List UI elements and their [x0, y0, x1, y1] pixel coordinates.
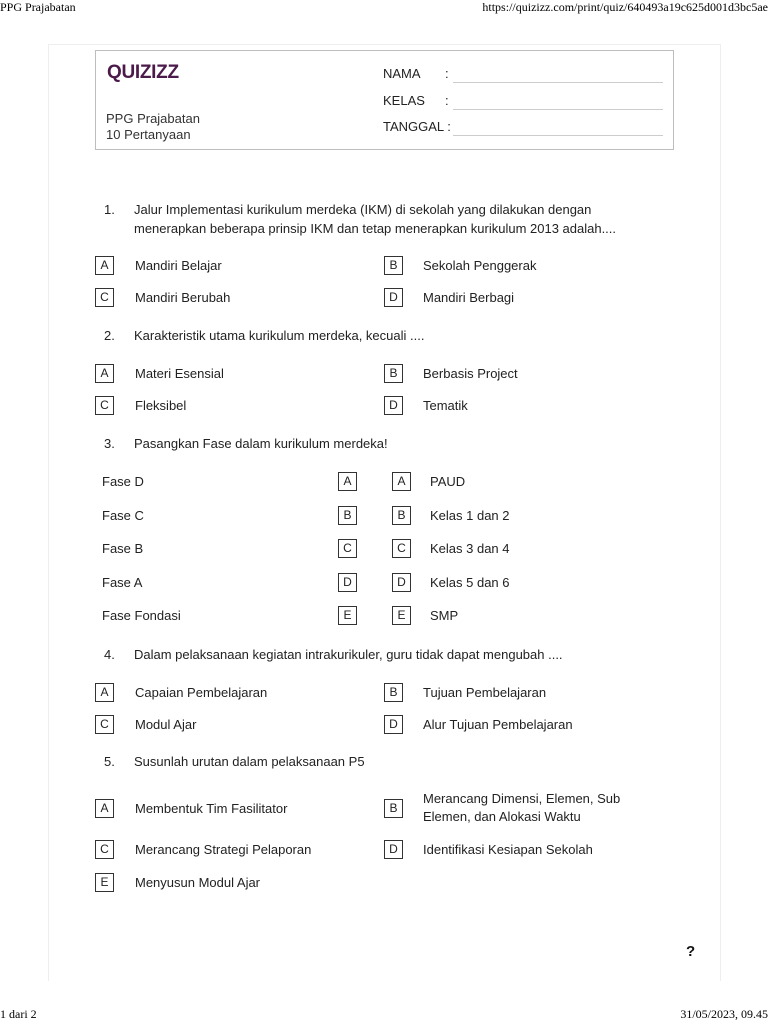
- question-number: 5.: [104, 754, 115, 769]
- print-header-url: https://quizizz.com/print/quiz/640493a19c625d001d3bc5ae: [482, 0, 768, 14]
- option-letter-box: C: [95, 288, 114, 307]
- quiz-name: PPG Prajabatan: [106, 111, 200, 126]
- print-header-title: PPG Prajabatan: [0, 0, 76, 14]
- help-icon[interactable]: ?: [686, 943, 696, 960]
- quiz-header-box: [95, 50, 674, 150]
- match-left-letter-box: D: [338, 573, 357, 592]
- match-left-text: Fase B: [102, 541, 144, 556]
- match-right-text: Kelas 1 dan 2: [430, 508, 510, 523]
- option-letter-box: A: [95, 364, 114, 383]
- option-text: Modul Ajar: [135, 717, 197, 732]
- option-text: Alur Tujuan Pembelajaran: [423, 717, 573, 732]
- option-text: Tematik: [423, 398, 468, 413]
- match-left-text: Fase Fondasi: [102, 608, 181, 623]
- quizizz-logo: [106, 58, 186, 84]
- date-line: [453, 135, 663, 136]
- option-text: Membentuk Tim Fasilitator: [135, 801, 288, 816]
- match-left-letter-box: E: [338, 606, 357, 625]
- option-text: Merancang Strategi Pelaporan: [135, 842, 312, 857]
- option-letter-box: D: [384, 396, 403, 415]
- option-letter-box: B: [384, 364, 403, 383]
- option-text: Mandiri Berbagi: [423, 290, 515, 305]
- option-letter-box: C: [95, 840, 114, 859]
- match-right-letter-box: E: [392, 606, 411, 625]
- svg-text:QUIZIZZ: QUIZIZZ: [107, 62, 179, 83]
- name-label: NAMA: [383, 66, 421, 81]
- option-text: Mandiri Belajar: [135, 258, 222, 273]
- match-left-letter-box: A: [338, 472, 357, 491]
- match-right-letter-box: C: [392, 539, 411, 558]
- page-counter: 1 dari 2: [0, 1007, 37, 1021]
- option-text: Identifikasi Kesiapan Sekolah: [423, 842, 593, 857]
- match-right-letter-box: D: [392, 573, 411, 592]
- class-line: [453, 109, 663, 110]
- date-label: TANGGAL :: [383, 119, 451, 134]
- name-line: [453, 82, 663, 83]
- match-right-text: Kelas 5 dan 6: [430, 575, 510, 590]
- question-number: 4.: [104, 647, 115, 662]
- question-text: Karakteristik utama kurikulum merdeka, kecuali ....: [134, 328, 425, 343]
- question-text: Dalam pelaksanaan kegiatan intrakurikuler, guru tidak dapat mengubah ....: [134, 647, 563, 662]
- option-text: Capaian Pembelajaran: [135, 685, 268, 700]
- match-right-text: PAUD: [430, 474, 466, 489]
- match-left-text: Fase C: [102, 508, 144, 523]
- option-letter-box: D: [384, 840, 403, 859]
- match-right-letter-box: B: [392, 506, 411, 525]
- question-text: Jalur Implementasi kurikulum merdeka (IKM) di sekolah yang dilakukan dengan menerapkan beberapa prinsip IKM dan tetap menerapkan kurikulum 2013 adalah....: [134, 202, 617, 236]
- option-letter-box: C: [95, 715, 114, 734]
- option-letter-box: D: [384, 288, 403, 307]
- match-left-letter-box: C: [338, 539, 357, 558]
- match-right-text: Kelas 3 dan 4: [430, 541, 510, 556]
- option-letter-box: A: [95, 683, 114, 702]
- option-letter-box: E: [95, 873, 114, 892]
- option-letter-box: A: [95, 799, 114, 818]
- option-letter-box: B: [384, 799, 403, 818]
- question-text: Pasangkan Fase dalam kurikulum merdeka!: [134, 436, 388, 451]
- match-left-text: Fase A: [102, 575, 143, 590]
- option-letter-box: C: [95, 396, 114, 415]
- name-colon: :: [445, 66, 449, 81]
- option-letter-box: A: [95, 256, 114, 275]
- option-text: Materi Esensial: [135, 366, 224, 381]
- print-footer: [0, 1006, 768, 1024]
- question-number: 2.: [104, 328, 115, 343]
- option-text: Berbasis Project: [423, 366, 518, 381]
- option-text: Fleksibel: [135, 398, 187, 413]
- option-text: Mandiri Berubah: [135, 290, 231, 305]
- print-header: [0, 0, 768, 16]
- class-label: KELAS: [383, 93, 425, 108]
- option-letter-box: D: [384, 715, 403, 734]
- option-text: Merancang Dimensi, Elemen, Sub Elemen, dan Alokasi Waktu: [423, 791, 621, 824]
- question-number: 3.: [104, 436, 115, 451]
- class-colon: :: [445, 93, 449, 108]
- option-text: Tujuan Pembelajaran: [423, 685, 547, 700]
- option-letter-box: B: [384, 683, 403, 702]
- option-text: Menyusun Modul Ajar: [135, 875, 261, 890]
- question-text: Susunlah urutan dalam pelaksanaan P5: [134, 754, 365, 769]
- question-count: 10 Pertanyaan: [106, 127, 191, 142]
- question-number: 1.: [104, 202, 115, 217]
- print-timestamp: 31/05/2023, 09.45: [680, 1007, 768, 1021]
- match-right-text: SMP: [430, 608, 459, 623]
- match-left-text: Fase D: [102, 474, 144, 489]
- option-letter-box: B: [384, 256, 403, 275]
- match-left-letter-box: B: [338, 506, 357, 525]
- option-text: Sekolah Penggerak: [423, 258, 537, 273]
- match-right-letter-box: A: [392, 472, 411, 491]
